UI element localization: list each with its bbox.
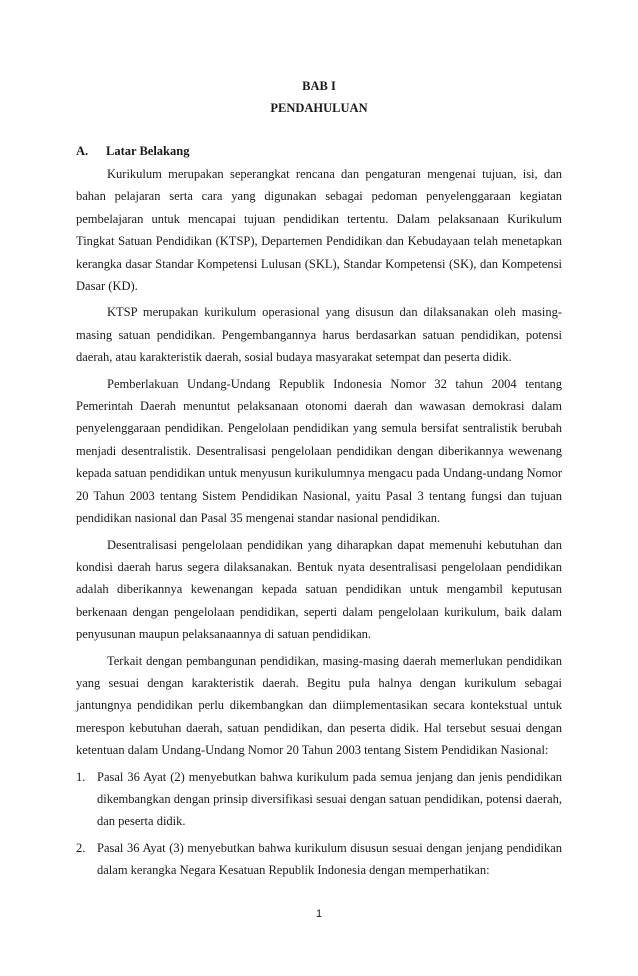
paragraph-3: Pemberlakuan Undang-Undang Republik Indonesia Nomor 32 tahun 2004 tentang Pemerintah Daerah menuntut pelaksanaan otonomi daerah dan wawasan demokrasi dalam penyelenggaraan pendidikan. Pengelolaan pendidikan yang semula bersifat sentralistik berubah menjadi desentralistik. Desentralisasi pengelolaan pendidikan dengan diberikannya wewenang kepada satuan pendidikan untuk menyusun kurikulumnya mengacu pada Undang-undang Nomor 20 Tahun 2003 tentang Sistem Pendidikan Nasional, yaitu Pasal 3 tentang fungsi dan tujuan pendidikan nasional dan Pasal 35 mengenai standar nasional pendidikan. (76, 376, 562, 526)
list-marker: 1. (76, 769, 86, 784)
section-number: A. (76, 144, 89, 158)
chapter-title: PENDAHULUAN (270, 101, 368, 115)
list-item (76, 766, 562, 833)
list-item-text: Pasal 36 Ayat (3) menyebutkan bahwa kurikulum disusun sesuai dengan jenjang pendidikan dalam kerangka Negara Kesatuan Republik Indonesia dengan memperhatikan: (97, 840, 562, 878)
section-heading (76, 144, 189, 159)
chapter-number: BAB I (302, 79, 336, 93)
list-item (76, 837, 562, 882)
paragraph-5: Terkait dengan pembangunan pendidikan, masing-masing daerah memerlukan pendidikan yang sesuai dengan karakteristik daerah. Begitu pula halnya dengan kurikulum sebagai jantungnya pendidikan perlu dikembangkan dan diimplementasikan secara kontekstual untuk merespon kebutuhan daerah, satuan pendidikan, dan peserta didik. Hal tersebut sesuai dengan ketentuan dalam Undang-Undang Nomor 20 Tahun 2003 tentang Sistem Pendidikan Nasional: (76, 653, 562, 758)
document-body (76, 163, 562, 886)
paragraph-2: KTSP merupakan kurikulum operasional yang disusun dan dilaksanakan oleh masing-masing satuan pendidikan. Pengembangannya harus berdasarkan satuan pendidikan, potensi daerah, atau karakteristik daerah, sosial budaya masyarakat setempat dan peserta didik. (76, 305, 562, 365)
paragraph-4: Desentralisasi pengelolaan pendidikan yang diharapkan dapat memenuhi kebutuhan dan kondisi daerah harus segera dilaksanakan. Bentuk nyata desentralisasi pengelolaan pendidikan adalah diberikannya kewenangan kepada satuan pendidikan untuk mengambil keputusan berkenaan dengan pengelolaan pendidikan, seperti dalam pengelolaan kurikulum, baik dalam penyusunan maupun pelaksanaannya di satuan pendidikan. (76, 537, 562, 642)
numbered-list (76, 766, 562, 882)
section-title: Latar Belakang (106, 144, 190, 158)
list-marker: 2. (76, 840, 86, 855)
paragraph-1: Kurikulum merupakan seperangkat rencana dan pengaturan mengenai tujuan, isi, dan bahan pelajaran serta cara yang digunakan sebagai pedoman penyelenggaraan kegiatan pembelajaran untuk mencapai tujuan pendidikan tertentu. Dalam pelaksanaan Kurikulum Tingkat Satuan Pendidikan (KTSP), Departemen Pendidikan dan Kebudayaan telah menetapkan kerangka dasar Standar Kompetensi Lulusan (SKL), Standar Kompetensi (SK), dan Kompetensi Dasar (KD). (76, 167, 562, 294)
list-item-text: Pasal 36 Ayat (2) menyebutkan bahwa kurikulum pada semua jenjang dan jenis pendidikan dikembangkan dengan prinsip diversifikasi sesuai dengan satuan pendidikan, potensi daerah, dan peserta didik. (97, 769, 562, 829)
page-number: 1 (315, 908, 323, 920)
